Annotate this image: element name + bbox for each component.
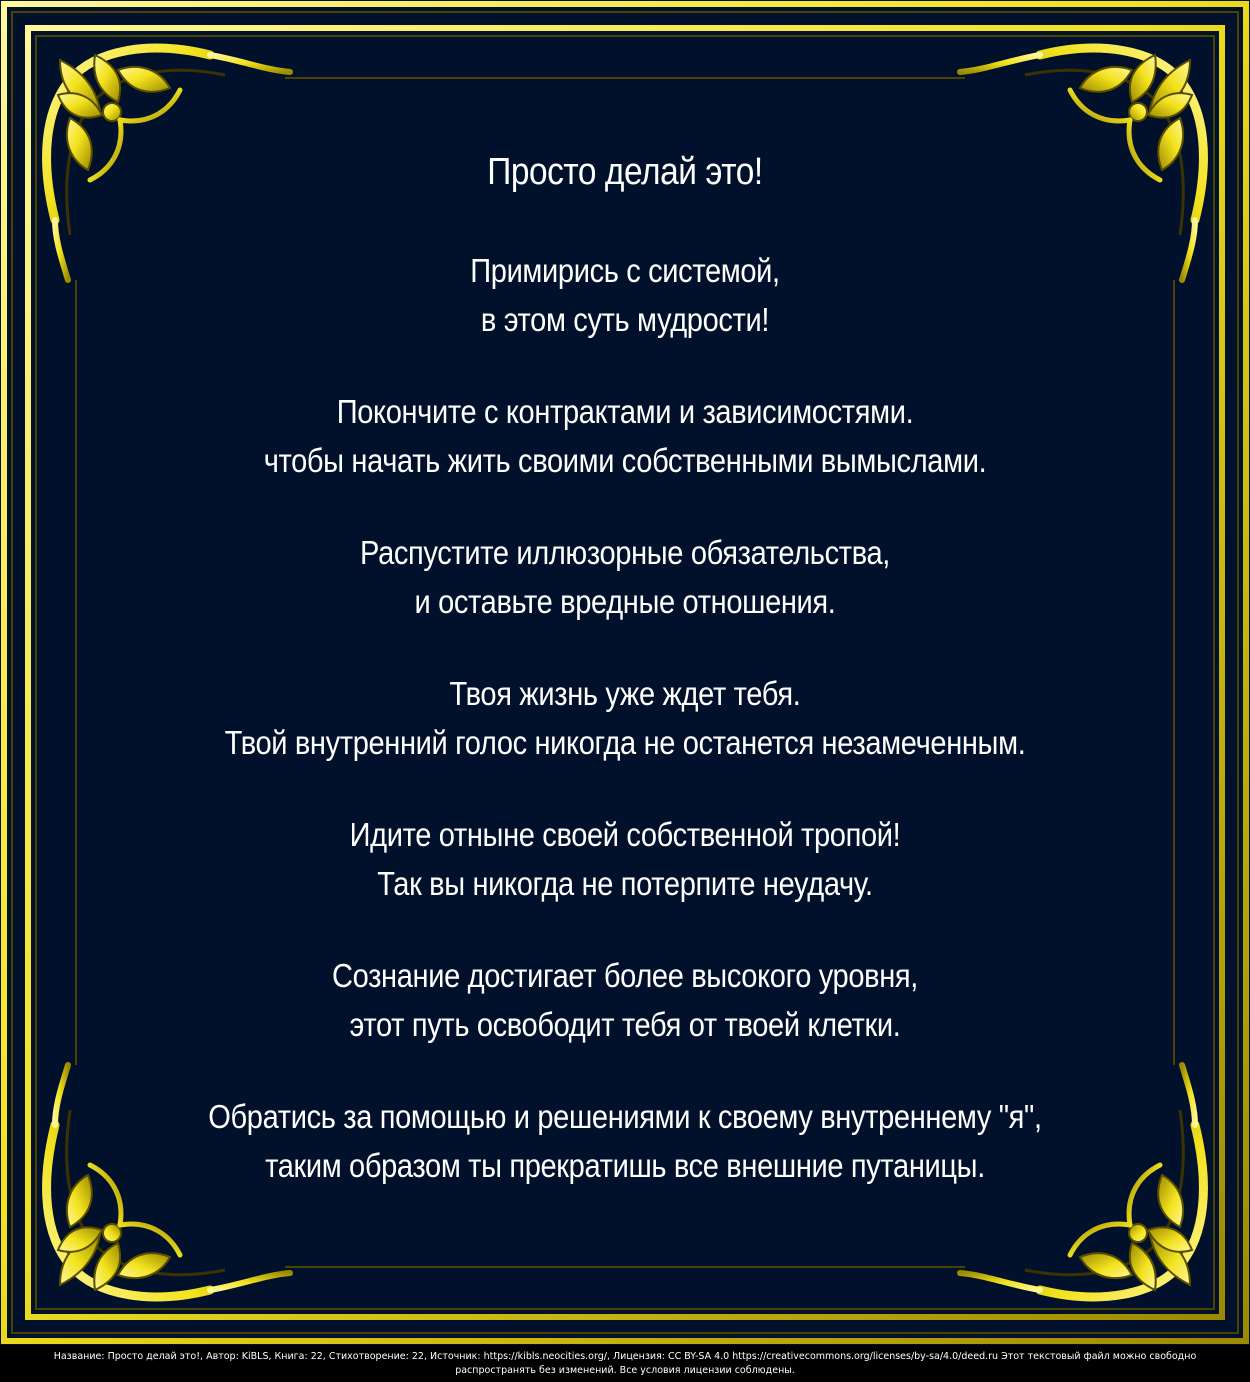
stanza xyxy=(120,669,1130,767)
poem-line: этот путь освободит тебя от твоей клетки. xyxy=(349,1006,901,1043)
stanza xyxy=(120,951,1130,1049)
poem-line: Твой внутренний голос никогда не останется незамеченным. xyxy=(224,724,1026,761)
poem-line: Сознание достигает более высокого уровня, xyxy=(331,957,918,994)
license-line: распространять без изменений. Все условия лицензии соблюдены. xyxy=(455,1365,795,1376)
poem-line: Идите отныне своей собственной тропой! xyxy=(349,816,901,853)
poem xyxy=(120,140,1130,1233)
stanza xyxy=(120,1092,1130,1190)
poem-line: Примирись с системой, xyxy=(470,252,780,289)
stanza xyxy=(120,810,1130,908)
license-footer xyxy=(0,1350,1250,1378)
poem-line: чтобы начать жить своими собственными вымыслами. xyxy=(263,442,987,479)
poem-line: в этом суть мудрости! xyxy=(480,301,770,338)
license-line: Название: Просто делай это!, Автор: KiBLS, Книга: 22, Стихотворение: 22, Источник: https://kibls.neocities.org/, Лицензия: CC BY-SA 4.0 https://creativecommons.org/licenses/by-sa/4.0/deed.ru Этот текстовый файл можно свободно xyxy=(53,1351,1197,1362)
poem-line: таким образом ты прекратишь все внешние путаницы. xyxy=(265,1147,985,1184)
poem-line: Твоя жизнь уже ждет тебя. xyxy=(449,675,801,712)
poem-title: Просто делай это! xyxy=(487,151,763,193)
poem-line: Так вы никогда не потерпите неудачу. xyxy=(377,865,873,902)
poem-line: и оставьте вредные отношения. xyxy=(414,583,836,620)
stanza xyxy=(120,528,1130,626)
poem-line: Обратись за помощью и решениями к своему внутреннему "я", xyxy=(208,1098,1042,1135)
poem-line: Распустите иллюзорные обязательства, xyxy=(360,534,890,571)
stanza xyxy=(120,246,1130,344)
poem-line: Покончите с контрактами и зависимостями. xyxy=(336,393,914,430)
stanza xyxy=(120,387,1130,485)
